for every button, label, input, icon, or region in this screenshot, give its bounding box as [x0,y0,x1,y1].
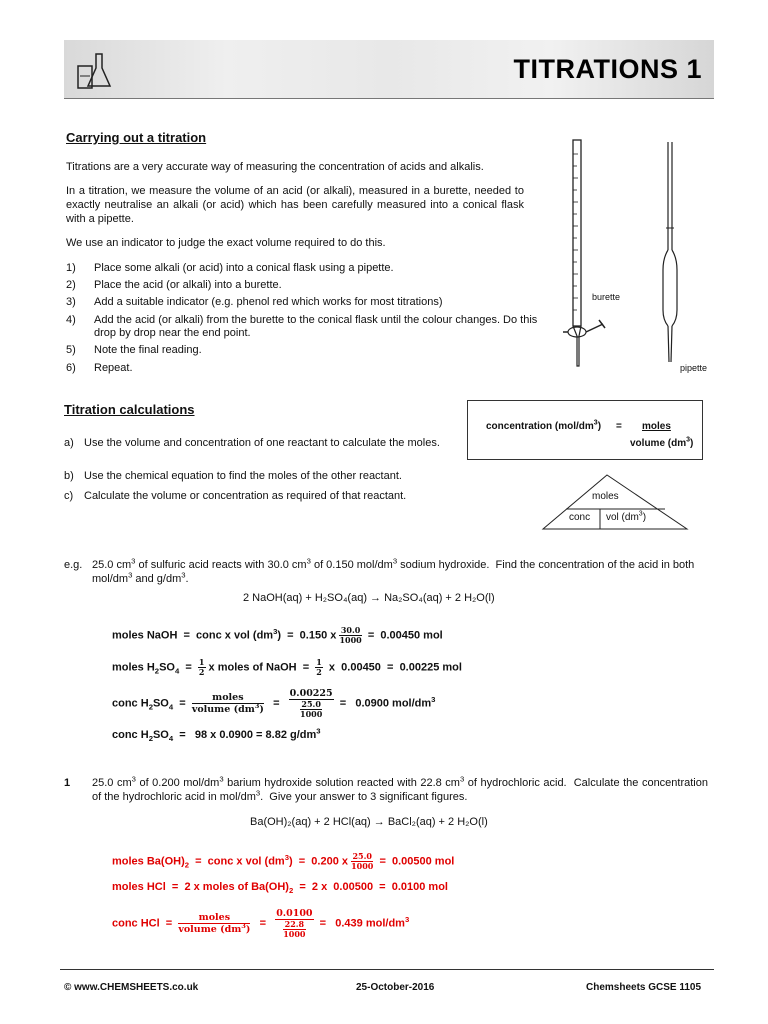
list-item [66,262,536,276]
formula-box [467,400,703,460]
triangle-moles: moles [592,491,619,502]
list-text: Add a suitable indicator (e.g. phenol red which works for most titrations) [94,296,443,308]
answer-step-moles-hcl: moles HCl = 2 x moles of $Ba(OH)_2 = 2$ x 0.00500 = 0.0100 mol [112,881,448,896]
burette-label: burette [592,292,621,302]
list-item [66,296,536,310]
example-step-conc: conc $H_2SO_4$ = $\frac{\text{moles}}{volume (dm^3)}$ = $\frac{0.00225}{\frac{25.0}{1000}}$ = 0.0900 mol/$dm^3$ [112,688,436,719]
glassware-logo-icon [72,46,116,92]
list-text: Place some alkali (or acid) into a conical flask using a pipette. [94,262,394,274]
footer-divider [60,969,714,970]
list-number: c) [64,490,74,502]
footer-website-link[interactable]: © www.CHEMSHEETS.co.uk [64,982,199,993]
question-text: 25.0 $cm^3$ of 0.200 mol/$dm^3$ barium hydroxide solution reacted with 22.8 $cm^3$ of hydrochloric acid. Calculate the concentration of the hydrochloric acid in mol/$dm^3$. Give your answer to 3 significant figures. [92,774,708,803]
list-number: b) [64,470,74,482]
example-lead: e.g. [64,559,83,571]
list-text: Use the volume and concentration of one reactant to calculate the moles. [84,437,440,449]
triangle-conc: conc [569,512,591,523]
footer-sheet-id: Chemsheets GCSE 1105 [586,982,702,993]
intro-paragraph: Titrations are a very accurate way of measuring the concentration of acids and alkalis. [66,161,484,173]
page-title: TITRATIONS 1 [513,54,702,84]
list-number: 2) [66,279,76,291]
list-text: Calculate the volume or concentration as required of that reactant. [84,490,407,502]
question-number: 1 [64,777,71,789]
list-item [66,362,536,376]
list-text: Add the acid (or alkali) from the burette to the conical flask until the colour changes. Do this drop by drop near the end point. [94,314,538,339]
list-number: 3) [66,296,76,308]
list-text: Repeat. [94,362,133,374]
example-gdm3-value: 98 x 0.0900 = 8.82 g/dm [194,729,317,741]
example-question: 25.0 $cm^3$ of sulfuric acid reacts with 30.0 $cm^3$ of 0.150 mol/$dm^3$ sodium hydroxide. Find the concentration of the acid in both mol/$dm^3$ and $g/dm^3$. [92,556,695,585]
list-item [64,437,454,465]
list-number: 4) [66,314,76,326]
list-text: Note the final reading. [94,344,202,356]
list-text: Use the chemical equation to find the moles of the other reactant. [84,470,402,482]
indicator-paragraph: We use an indicator to judge the exact volume required to do this. [66,237,386,249]
list-number: a) [64,437,74,449]
triangle-vol: vol $(dm^3)$ [606,510,647,523]
formula-lhs-text: concentration (mol/dm [486,421,594,432]
list-number: 6) [66,362,76,374]
list-text: Place the acid (or alkali) into a burette. [94,279,282,291]
section-heading-carrying-out: Carrying out a titration [66,130,207,145]
section-heading-calculations: Titration calculations [64,402,195,417]
example-step-moles-h2so4: moles $H_2SO_4$ = $\frac{1}{2}$ x moles of NaOH = $\frac{1}{2}$ x 0.00450 = 0.00225 mol [112,657,462,677]
answer-step-conc-hcl: conc HCl = $\frac{\text{moles}}{volume (dm^3)}$ = $\frac{0.0100}{\frac{22.8}{1000}}$ = 0.439 mol/$dm^3$ [112,908,410,939]
pipette-label: pipette [680,363,708,373]
list-item [64,470,484,484]
list-number: 5) [66,344,76,356]
list-item [66,344,536,358]
burette-icon [555,136,615,372]
formula-denominator: volume $(dm^3)$ [630,436,694,449]
triangle-vol-text: vol (dm [606,512,639,523]
formula-denominator-text: volume (dm [630,438,687,449]
list-number: 1) [66,262,76,274]
formula-lhs: concentration $(mol/dm^3)$ [486,419,602,432]
list-item [64,490,484,504]
question-equation: Ba(OH)₂(aq) + 2 HCl(aq) → BaCl₂(aq) + 2 H₂O(l) [250,816,488,828]
formula-numerator: moles [642,421,671,432]
titration-description: In a titration, we measure the volume of an acid (or alkali), measured in a burette, needed to exactly neutralise an alkali (or acid) which has been carefully measured into a conical flask with a pipette. [66,185,524,225]
pipette-icon [650,140,690,366]
example-step-moles-naoh: moles NaOH = conc x vol $(dm^3) = 0.150$ x $\frac{30.0}{1000}$ = 0.00450 mol [112,625,443,645]
example-step-gdm3: conc $H_2SO_4 = 98$ x 0.0900 = 8.82 $g/dm^3$ [112,726,321,744]
list-item [66,279,536,293]
example-equation: 2 NaOH(aq) + H₂SO₄(aq) → Na₂SO₄(aq) + 2 H₂O(l) [243,592,495,604]
footer-date: 25-October-2016 [356,982,435,993]
answer-step-moles-baoh2: moles $Ba(OH)_2$ = conc x vol $(dm^3) = 0.200$ x $\frac{25.0}{1000}$ = 0.00500 mol [112,851,455,871]
formula-equals: = [616,421,622,432]
list-item [66,314,546,342]
page-header [64,40,714,99]
